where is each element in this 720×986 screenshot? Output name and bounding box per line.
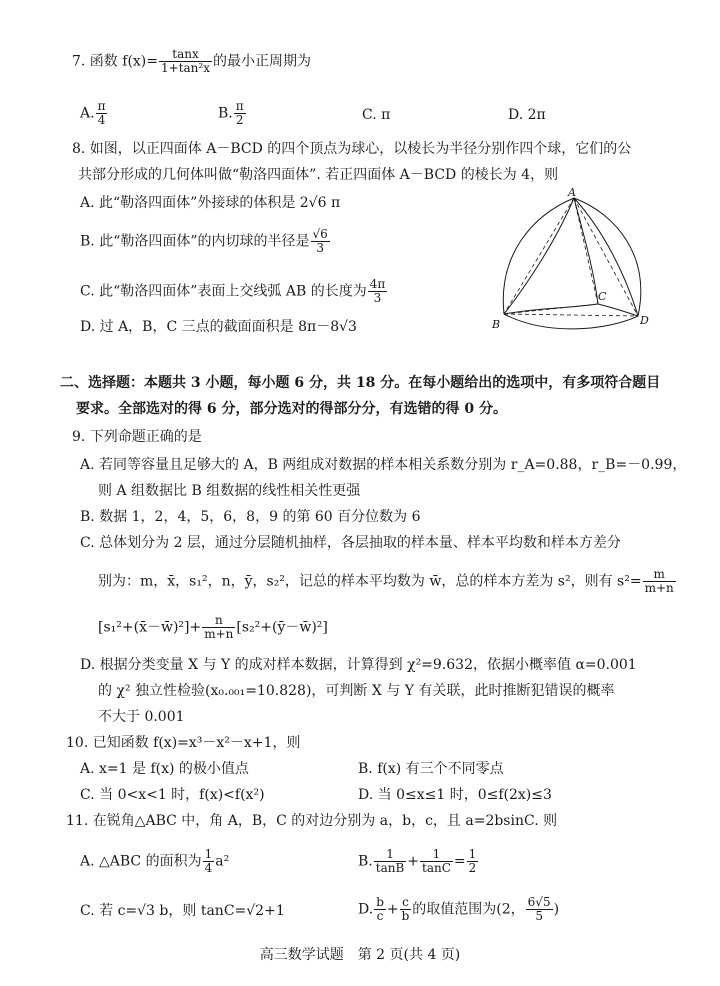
q8-b-frac [311, 228, 330, 255]
dash-bd [504, 314, 638, 316]
outer-arc-right [574, 198, 641, 316]
q7-stem-a: 7. 函数 f(x)= [72, 53, 158, 70]
q11-d-frac1 [374, 896, 386, 923]
q10-stem: 10. 已知函数 f(x)=x³－x²－x+1，则 [66, 735, 301, 751]
q8-line2: 共部分形成的几何体叫做“勒洛四面体”. 若正四面体 A－BCD 的棱长为 4，则 [78, 167, 559, 183]
q8-b-text: B. 此“勒洛四面体”的内切球的半径是 [80, 233, 310, 250]
q9-c3-frac [202, 614, 235, 641]
q8-b-num: √6 [312, 227, 328, 241]
q11-b-d2: tanC [422, 861, 451, 875]
q11-a-frac [203, 848, 215, 875]
q11-option-d: D. $\frac{b}{c}$ + $\frac{c}{b}$ 的取值范围为(2， $\frac{6√5}{5}$ ) [358, 895, 560, 923]
q7-b-num: π [235, 99, 244, 113]
q8-c-num: 4π [369, 277, 386, 291]
q11-d-mid: 的取值范围为(2， [412, 901, 525, 918]
q7-a-num: π [97, 99, 106, 113]
q7-a-label: A. [80, 105, 95, 122]
q11-b-d3: 2 [468, 861, 477, 875]
q8-option-b [80, 228, 331, 255]
q10-option-d: D. 当 0≤x≤1 时，0≤f(2x)≤3 [358, 787, 552, 803]
outer-arc-left [503, 198, 574, 314]
q11-d-d1: c [376, 909, 384, 923]
edge-cd [598, 304, 638, 316]
q11-b-label: B. [358, 853, 373, 870]
q8-b-den: 3 [316, 241, 324, 255]
q9-option-c1: C. 总体划分为 2 层，通过分层随机抽样，各层抽取的样本量、样本平均数和样本方差分 [80, 535, 621, 551]
q11-b-d1: tanB [375, 861, 405, 875]
label-a: A [568, 186, 576, 199]
q7-frac-num: tanx [159, 48, 212, 62]
q9-c2-num: m [643, 568, 676, 582]
q8-c-frac [368, 278, 388, 305]
q11-option-b: B. $\frac{1}{\tan B}$ + $\frac{1}{\tan C}$ = $\frac{1}{2}$ [358, 847, 477, 875]
q11-b-frac3 [467, 848, 479, 875]
q9-option-d1: D. 根据分类变量 X 与 Y 的成对样本数据，计算得到 χ²=9.632，依据小概率值 α=0.001 [80, 657, 637, 673]
q11-d-n2: c [400, 896, 412, 910]
q7-b-den: 2 [235, 113, 244, 127]
q7-a-den: 4 [97, 113, 106, 127]
q11-d-end: ) [553, 901, 560, 918]
q11-a-tail: a² [215, 853, 230, 870]
q11-b-frac1 [374, 848, 407, 875]
q11-b-frac2 [420, 848, 453, 875]
q7-option-b [218, 100, 247, 127]
q7-option-d: D. 2π [508, 107, 546, 123]
q9-stem: 9. 下列命题正确的是 [72, 429, 202, 445]
q9-c2-frac [643, 568, 676, 595]
section2-line2: 要求。全部选对的得 6 分，部分选对的得部分分，有选错的得 0 分。 [76, 401, 507, 417]
q9-option-a2: 则 A 组数据比 B 组数据的线性相关性更强 [98, 483, 361, 499]
q8-option-d: D. 过 A，B，C 三点的截面面积是 8π－8√3 [80, 319, 357, 335]
q11-a-num: 1 [204, 847, 213, 861]
dash-ac [574, 198, 598, 304]
q9-option-c2 [98, 568, 677, 595]
q7-a-frac [96, 100, 108, 127]
label-d: D [640, 314, 649, 327]
q7-frac-den: 1+tan²x [161, 61, 210, 75]
q11-d-frac2 [400, 896, 412, 923]
q11-b-n1: 1 [374, 848, 407, 862]
q11-d-n3: 6√5 [527, 895, 551, 909]
q11-option-c: C. 若 c=√3 b，则 tanC=√2+1 [80, 903, 285, 919]
section2-line1: 二、选择题：本题共 3 小题，每小题 6 分，共 18 分。在每小题给出的选项中，有多项符合题目 [60, 375, 661, 391]
q9-c2-text: 别为：m，x̄，s₁²，n，ȳ，s₂²，记总的样本平均数为 w̄，总的样本方差为 s²，则有 s²= [98, 573, 642, 590]
bottom-arc-bd [504, 314, 638, 329]
q9-c3-b: [s₂²+(ȳ－w̄)²] [236, 619, 328, 636]
q11-a-text: A. △ABC 的面积为 [80, 853, 202, 870]
q7-option-c: C. π [362, 107, 391, 123]
q11-d-d2: b [401, 909, 410, 923]
q8-line1: 8. 如图，以正四面体 A－BCD 的四个顶点为球心，以棱长为半径分别作四个球，它们的公 [72, 141, 632, 157]
q7-stem-b: 的最小正周期为 [212, 53, 311, 70]
q8-c-den: 3 [373, 291, 382, 305]
q9-option-b: B. 数据 1，2，4，5，6，8，9 的第 60 百分位数为 6 [80, 509, 421, 525]
q7-stem [72, 48, 311, 75]
q11-b-n3: 1 [468, 847, 477, 861]
q7-b-label: B. [218, 105, 233, 122]
page-footer: 高三数学试题 第 2 页(共 4 页) [259, 947, 461, 963]
q11-a-den: 4 [204, 861, 213, 875]
q9-c2-den: m+n [644, 581, 674, 595]
reuleaux-tetrahedron-figure [486, 186, 666, 336]
q9-c3-den: m+n [204, 627, 234, 641]
q7-b-frac [234, 100, 246, 127]
label-c: C [598, 290, 607, 303]
dash-bc [504, 304, 598, 314]
q11-option-a [80, 848, 229, 875]
q8-c-text: C. 此“勒洛四面体”表面上交线弧 AB 的长度为 [80, 283, 367, 300]
q9-option-d3: 不大于 0.001 [98, 709, 185, 725]
q11-b-n2: 1 [420, 848, 453, 862]
q10-option-c: C. 当 0<x<1 时，f(x)<f(x²) [80, 787, 265, 803]
q11-d-n1: b [376, 895, 384, 909]
q11-d-d3: 5 [535, 909, 543, 923]
q10-option-b: B. f(x) 有三个不同零点 [358, 761, 504, 777]
q8-option-a: A. 此“勒洛四面体”外接球的体积是 2√6 π [80, 195, 341, 211]
q9-c3-a: [s₁²+(x̄－w̄)²]+ [98, 619, 202, 636]
q9-c3-num: n [202, 614, 235, 628]
q11-d-frac3 [526, 896, 553, 923]
q7-fraction [159, 48, 212, 75]
q8-option-c [80, 278, 388, 305]
q7-option-a [80, 100, 108, 127]
label-b: B [492, 318, 501, 331]
q10-option-a: A. x=1 是 f(x) 的极小值点 [80, 761, 249, 777]
q9-option-a1: A. 若同等容量且足够大的 A，B 两组成对数据的样本相关系数分别为 r_A=0.88，r_B=－0.99， [80, 457, 687, 473]
q9-option-c3 [98, 614, 328, 641]
dash-ab [504, 198, 574, 314]
q11-stem: 11. 在锐角△ABC 中，角 A，B，C 的对边分别为 a，b，c，且 a=2bsinC. 则 [66, 813, 558, 829]
q11-d-label: D. [358, 901, 374, 918]
q9-option-d2: 的 χ² 独立性检验(x₀.₀₀₁=10.828)，可判断 X 与 Y 有关联，此时推断犯错误的概率 [98, 683, 615, 699]
